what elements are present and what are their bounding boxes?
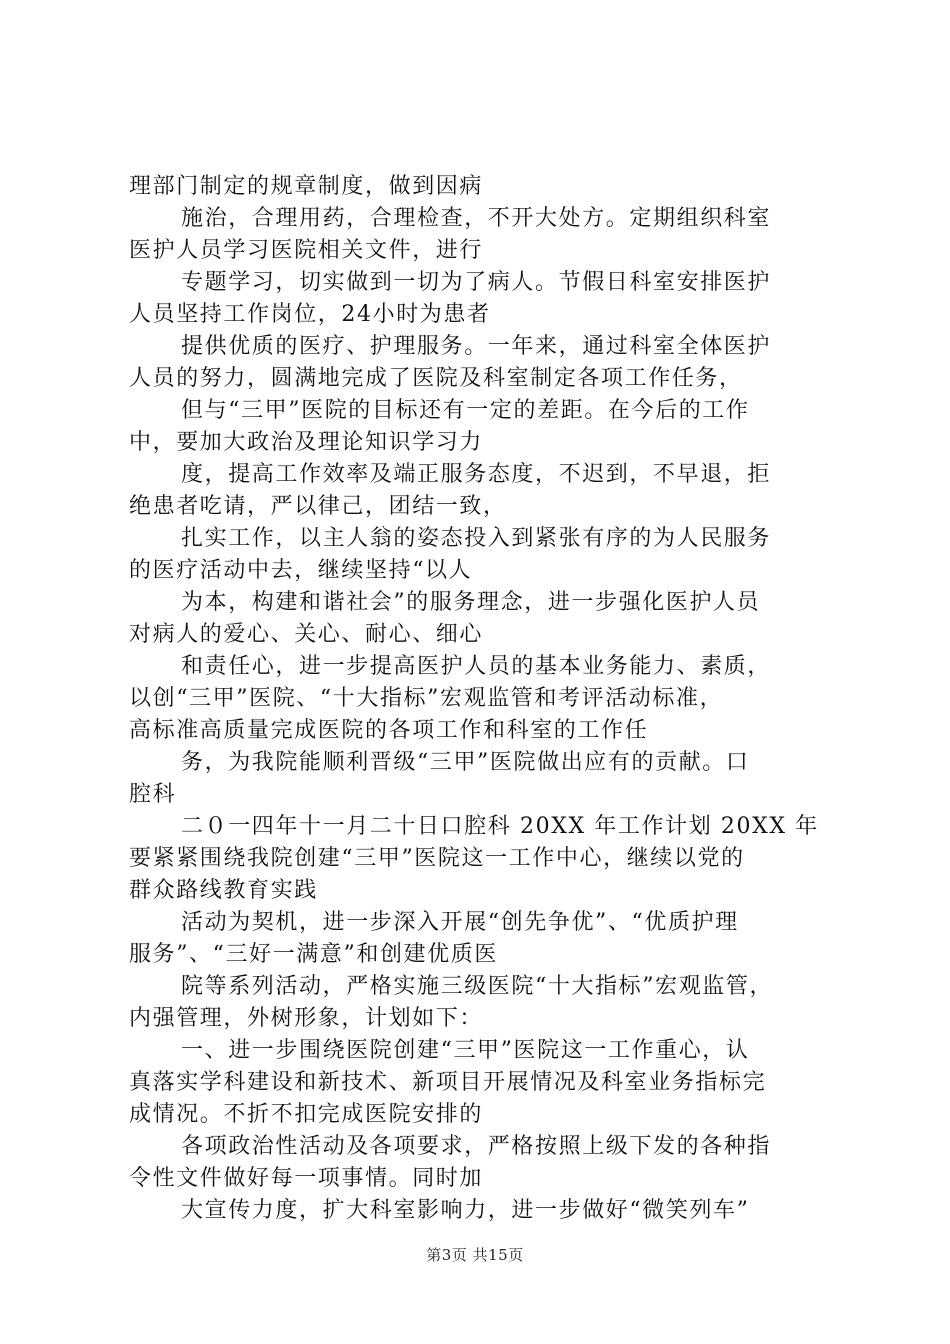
- text-line: 人员的努力，圆满地完成了医院及科室制定各项工作任务，: [129, 366, 743, 391]
- text-line: 专题学习，切实做到一切为了病人。节假日科室安排医护: [181, 270, 772, 295]
- text-line: 度，提高工作效率及端正服务态度，不迟到，不早退，拒: [181, 462, 772, 487]
- text-line: 一、进一步围绕医院创建“三甲”医院这一工作重心，认: [181, 1038, 750, 1063]
- text-line: 扎实工作，以主人翁的姿态投入到紧张有序的为人民服务: [181, 526, 772, 551]
- text-line: 以创“三甲”医院、“十大指标”宏观监管和考评活动标准，: [129, 686, 724, 711]
- text-line: 对病人的爱心、关心、耐心、细心: [129, 622, 484, 647]
- document-body: [129, 171, 849, 1227]
- text-line: 中，要加大政治及理论知识学习力: [129, 430, 484, 455]
- text-line: 的医疗活动中去，继续坚持“以人: [129, 558, 473, 583]
- text-line: 医护人员学习医院相关文件，进行: [129, 238, 484, 263]
- text-line: 但与“三甲”医院的目标还有一定的差距。在今后的工作: [181, 398, 750, 423]
- text-line: 提供优质的医疗、护理服务。一年来，通过科室全体医护: [181, 334, 772, 359]
- text-line: 服务”、“三好一满意”和创建优质医: [129, 942, 498, 967]
- text-line: 施治，合理用药，合理检查，不开大处方。定期组织科室: [181, 206, 772, 231]
- text-line: 活动为契机，进一步深入开展“创先争优”、“优质护理: [181, 910, 739, 935]
- text-line: 院等系列活动，严格实施三级医院“十大指标”宏观监管，: [181, 974, 774, 999]
- page-footer: 第3页 共15页: [426, 1246, 524, 1264]
- text-line: 务，为我院能顺利晋级“三甲”医院做出应有的贡献。口: [181, 750, 750, 775]
- text-line: 腔科: [129, 782, 177, 807]
- text-line: 成情况。不折不扣完成医院安排的: [129, 1102, 484, 1127]
- text-line: 真落实学科建设和新技术、新项目开展情况及科室业务指标完: [129, 1070, 767, 1095]
- text-line: 内强管理，外树形象，计划如下：: [129, 1006, 484, 1031]
- text-line: 人员坚持工作岗位，24小时为患者: [129, 302, 491, 327]
- text-line: 大宣传力度，扩大科室影响力，进一步做好“微笑列车”: [181, 1198, 750, 1223]
- text-line: 要紧紧围绕我院创建“三甲”医院这一工作中心，继续以党的: [129, 846, 745, 871]
- text-line: 二０一四年十一月二十日口腔科 20XX 年工作计划 20XX 年: [181, 814, 819, 839]
- text-line: 高标准高质量完成医院的各项工作和科室的工作任: [129, 718, 649, 743]
- text-line: 和责任心，进一步提高医护人员的基本业务能力、素质，: [181, 654, 772, 679]
- text-line: 群众路线教育实践: [129, 878, 318, 903]
- text-line: 为本，构建和谐社会”的服务理念，进一步强化医护人员: [181, 590, 761, 615]
- text-line: 各项政治性活动及各项要求，严格按照上级下发的各种指: [181, 1134, 772, 1159]
- text-line: 绝患者吃请，严以律己，团结一致，: [129, 494, 507, 519]
- text-line: 理部门制定的规章制度，做到因病: [129, 174, 484, 199]
- text-line: 令性文件做好每一项事情。同时加: [129, 1166, 484, 1191]
